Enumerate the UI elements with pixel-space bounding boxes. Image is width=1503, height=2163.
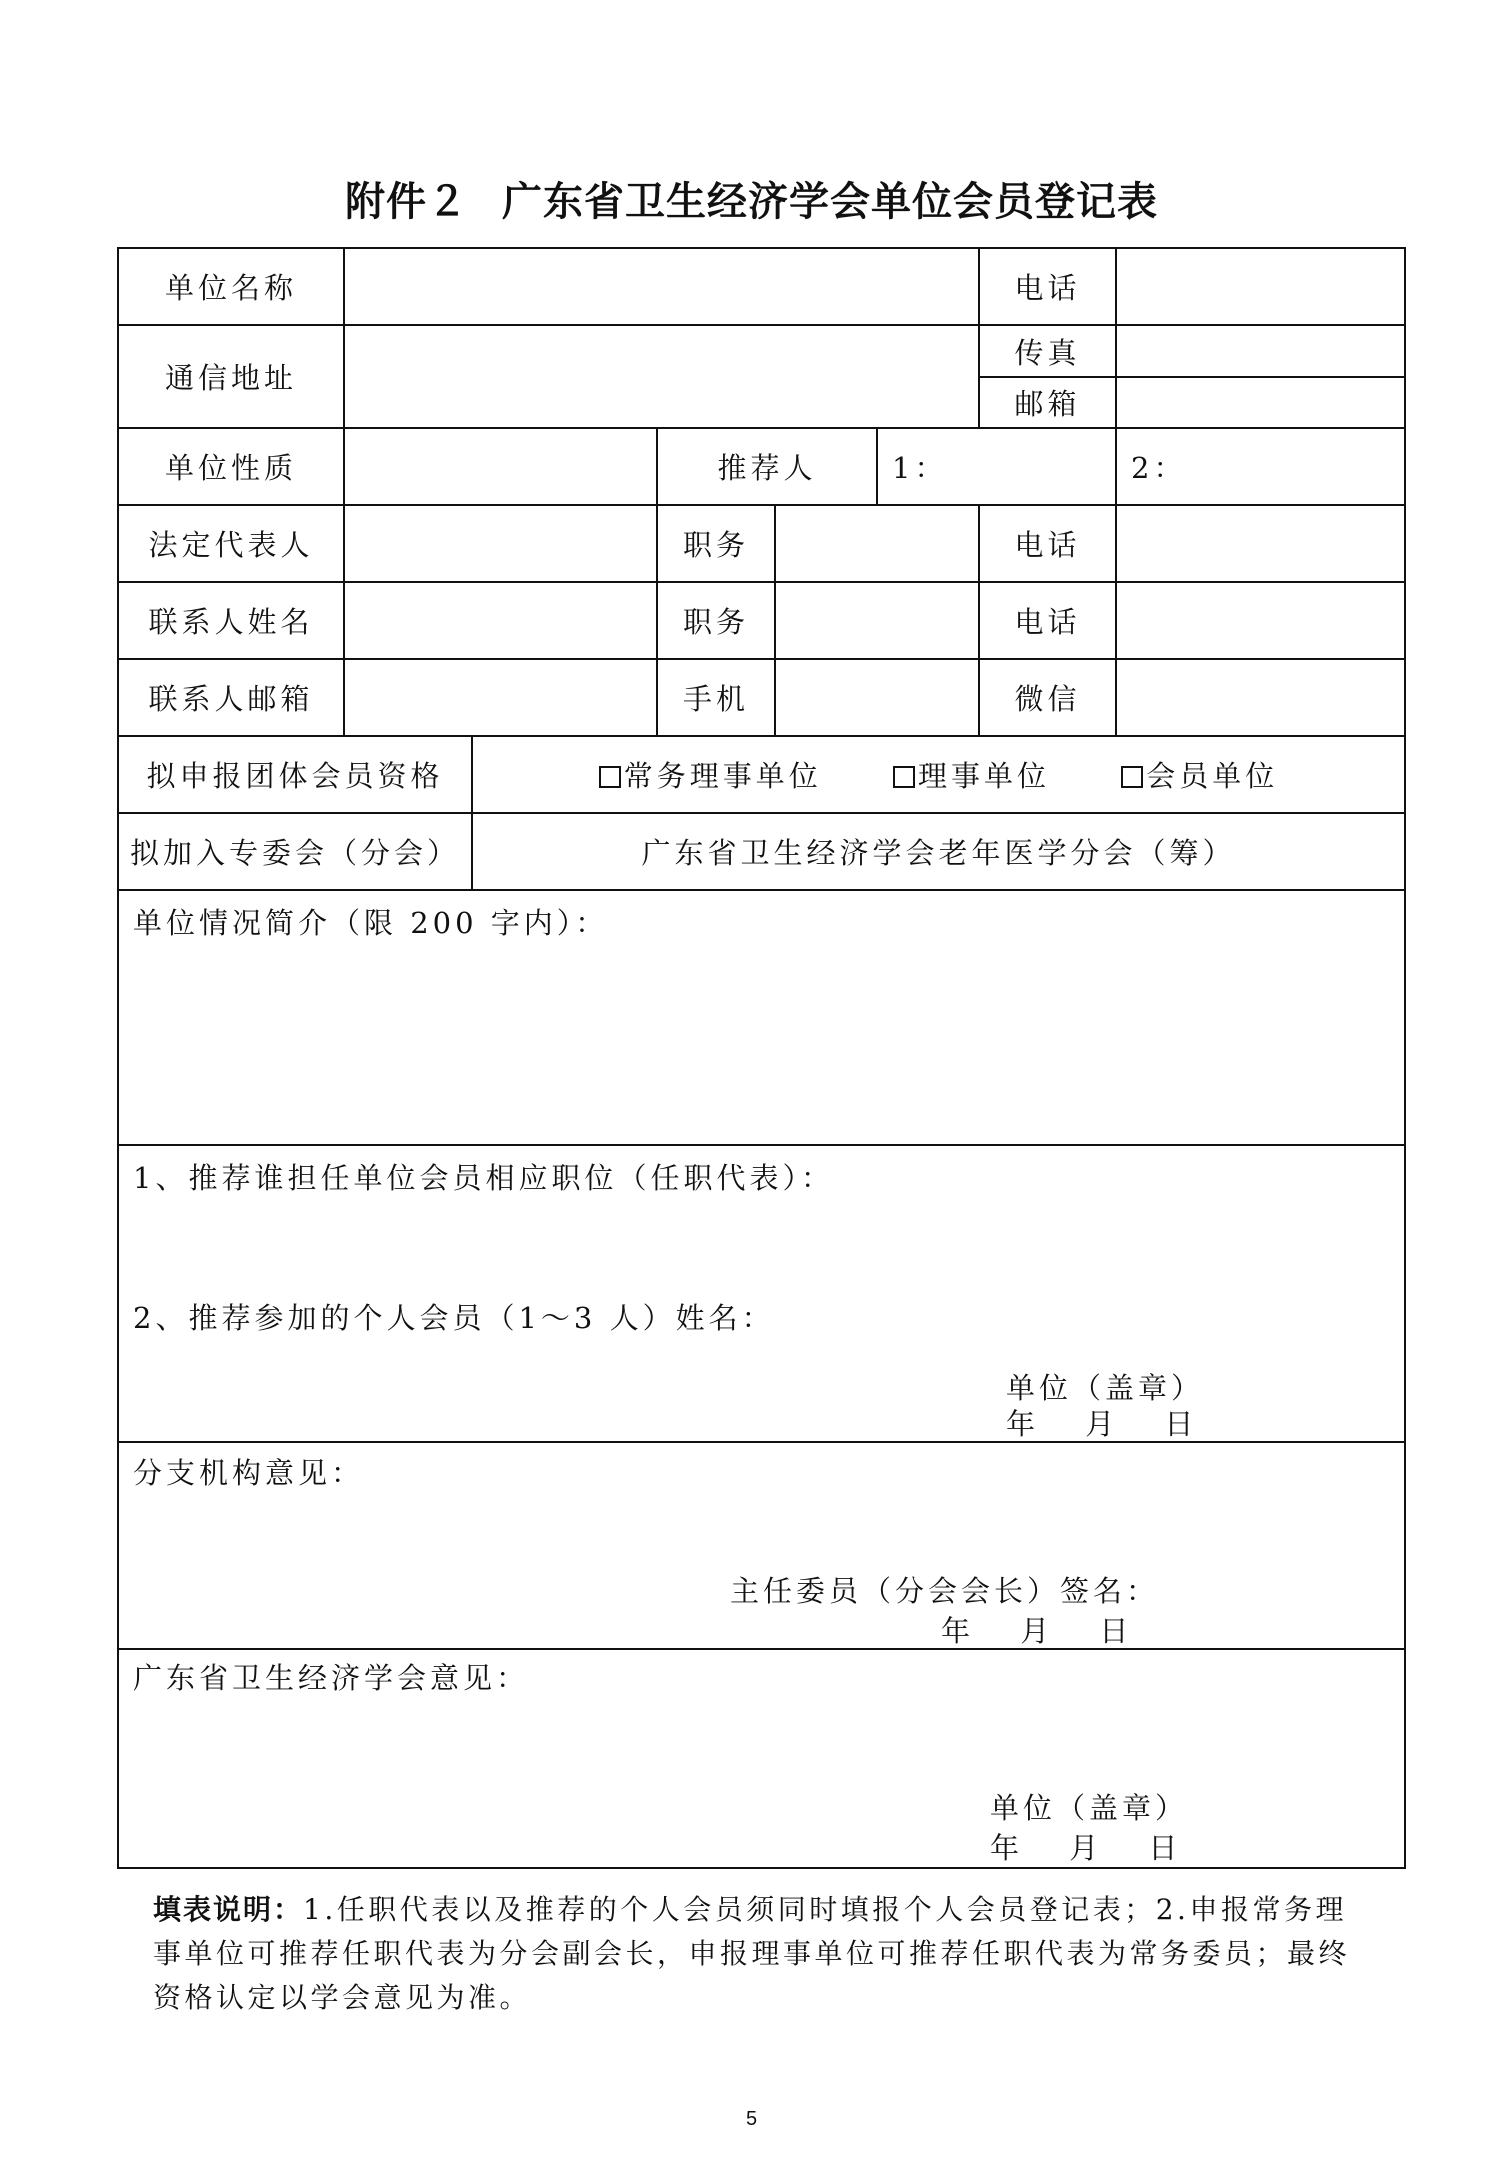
attachment-label: 附件２ (345, 179, 468, 225)
contact-phone-label: 电话 (979, 582, 1116, 659)
director-sign-label: 主任委员（分会会长）签名： (730, 1574, 1160, 1608)
society-seal-label: 单位（盖章） (990, 1791, 1189, 1825)
unit-name-label: 单位名称 (118, 248, 344, 325)
contact-phone-field[interactable] (1116, 582, 1405, 659)
email-label: 邮箱 (979, 377, 1116, 428)
intro-label: 单位情况简介（限 200 字内）： (133, 906, 609, 940)
committee-value: 广东省卫生经济学会老年医学分会（筹） (472, 813, 1405, 890)
unit-seal-label: 单位（盖章） (1006, 1371, 1205, 1405)
option-label: 理事单位 (918, 759, 1051, 793)
mobile-label: 手机 (657, 659, 775, 736)
recommender-1-field[interactable]: 1： (877, 428, 1116, 505)
legal-rep-position-field[interactable] (775, 505, 979, 582)
option-executive-director-unit[interactable] (599, 754, 822, 795)
society-seal-date: 年 月 日 (990, 1831, 1182, 1865)
recommender-2-field[interactable]: 2： (1116, 428, 1405, 505)
recommendation-section[interactable] (118, 1145, 1405, 1442)
intro-section[interactable] (118, 890, 1405, 1145)
checkbox-icon[interactable] (599, 766, 621, 788)
mobile-field[interactable] (775, 659, 979, 736)
address-label: 通信地址 (118, 325, 344, 428)
contact-name-field[interactable] (344, 582, 657, 659)
contact-position-field[interactable] (775, 582, 979, 659)
legal-rep-field[interactable] (344, 505, 657, 582)
society-opinion-label: 广东省卫生经济学会意见： (133, 1661, 530, 1695)
branch-opinion-label: 分支机构意见： (133, 1456, 365, 1490)
unit-nature-label: 单位性质 (118, 428, 344, 505)
qualification-label: 拟申报团体会员资格 (118, 736, 472, 813)
form-title: 广东省卫生经济学会单位会员登记表 (502, 179, 1158, 225)
fax-label: 传真 (979, 325, 1116, 377)
contact-email-label: 联系人邮箱 (118, 659, 344, 736)
recommend-position-label: 1、推荐谁担任单位会员相应职位（任职代表）： (133, 1161, 834, 1195)
committee-label: 拟加入专委会（分会） (118, 813, 472, 890)
qualification-options (472, 736, 1405, 813)
filling-instructions (153, 1888, 1363, 2020)
option-director-unit[interactable] (893, 754, 1050, 795)
instructions-heading: 填表说明： (153, 1893, 304, 1926)
contact-position-label: 职务 (657, 582, 775, 659)
page-number: 5 (745, 2108, 758, 2130)
phone-field[interactable] (1116, 248, 1405, 325)
legal-rep-phone-label: 电话 (979, 505, 1116, 582)
legal-rep-position-label: 职务 (657, 505, 775, 582)
recommend-members-label: 2、推荐参加的个人会员（1～3 人）姓名： (133, 1301, 775, 1335)
director-sign-date: 年 月 日 (941, 1614, 1133, 1648)
fax-field[interactable] (1116, 325, 1405, 377)
wechat-label: 微信 (979, 659, 1116, 736)
contact-email-field[interactable] (344, 659, 657, 736)
unit-name-field[interactable] (344, 248, 979, 325)
email-field[interactable] (1116, 377, 1405, 428)
registration-form-table (117, 247, 1406, 1869)
instructions-text: 1.任职代表以及推荐的个人会员须同时填报个人会员登记表；2.申报常务理事单位可推荐任职代表为分会副会长，申报理事单位可推荐任职代表为常务委员；最终资格认定以学会意见为准。 (153, 1893, 1351, 2014)
contact-name-label: 联系人姓名 (118, 582, 344, 659)
checkbox-icon[interactable] (893, 766, 915, 788)
option-member-unit[interactable] (1121, 754, 1278, 795)
legal-rep-label: 法定代表人 (118, 505, 344, 582)
phone-label: 电话 (979, 248, 1116, 325)
checkbox-icon[interactable] (1121, 766, 1143, 788)
address-field[interactable] (344, 325, 979, 428)
society-opinion-section[interactable] (118, 1649, 1405, 1868)
legal-rep-phone-field[interactable] (1116, 505, 1405, 582)
recommender-label: 推荐人 (657, 428, 877, 505)
option-label: 会员单位 (1146, 759, 1279, 793)
wechat-field[interactable] (1116, 659, 1405, 736)
unit-nature-field[interactable] (344, 428, 657, 505)
option-label: 常务理事单位 (623, 759, 822, 793)
page-title (0, 170, 1503, 230)
unit-seal-date: 年 月 日 (1006, 1407, 1198, 1441)
branch-opinion-section[interactable] (118, 1442, 1405, 1649)
